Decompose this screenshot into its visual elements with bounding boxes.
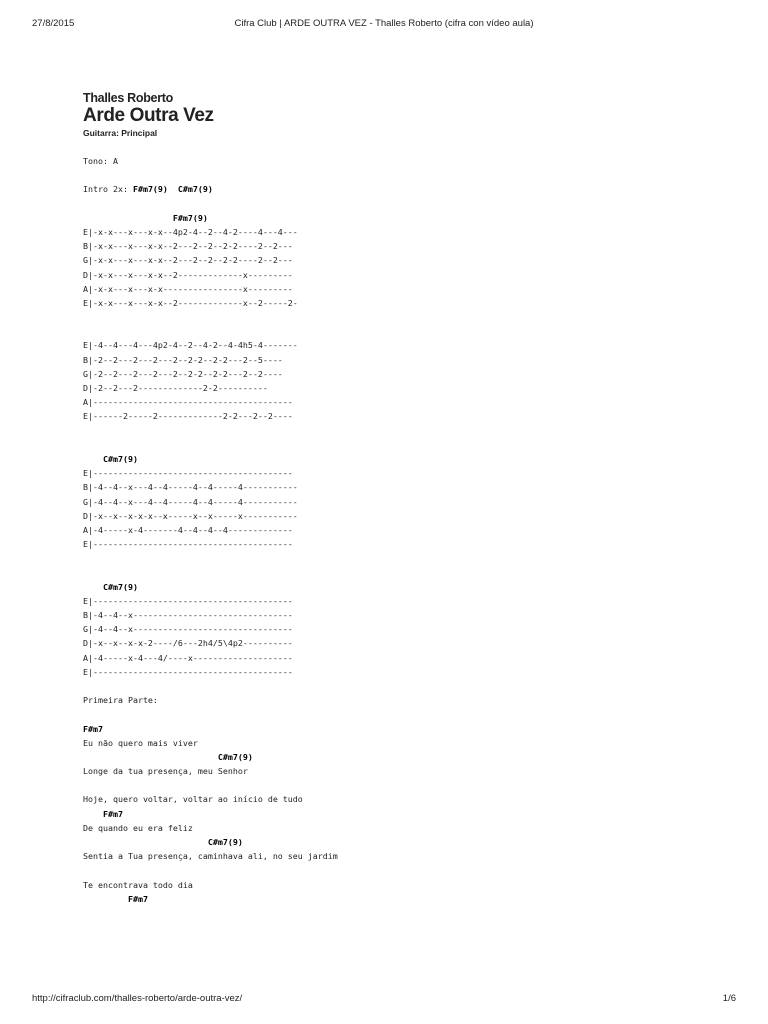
sheet-line [83, 480, 338, 494]
sheet-line [83, 509, 338, 523]
sheet-line [83, 736, 338, 750]
sheet-line [83, 154, 338, 168]
sheet-text: D|-x-x---x---x-x--2-------------x--------- [83, 269, 293, 280]
blank-line [83, 551, 338, 565]
sheet-text: Primeira Parte: [83, 695, 158, 706]
blank-line [83, 324, 338, 338]
sheet-text: E|---------------------------------------- [83, 595, 293, 606]
blank-line [83, 778, 338, 792]
sheet-text: B|-2--2---2---2---2--2-2--2-2---2--5---- [83, 354, 283, 365]
sheet-text [83, 752, 218, 762]
sheet-line [83, 211, 338, 225]
sheet-line [83, 523, 338, 537]
sheet-text: B|-4--4--x---4--4-----4--4-----4----------- [83, 482, 298, 493]
sheet-text [83, 894, 128, 904]
sheet-text: A|-4-----x-4---4/----x-------------------- [83, 652, 293, 663]
sheet-text: D|-2--2---2-------------2-2---------- [83, 383, 268, 393]
chord-name[interactable]: C#m7(9) [102, 581, 138, 592]
sheet-text: E|-x-x---x---x-x--2-------------x--2-----2- [83, 297, 298, 308]
blank-line [83, 197, 338, 211]
sheet-line [83, 338, 338, 352]
blank-line [83, 707, 338, 721]
sheet-text: G|-4--4--x---4--4-----4--4-----4----------- [83, 496, 298, 507]
artist-name[interactable]: Thalles Roberto [83, 91, 173, 105]
sheet-line [83, 239, 338, 253]
blank-line [83, 679, 338, 693]
sheet-line [83, 821, 338, 835]
sheet-text: E|---------------------------------------- [83, 468, 293, 479]
sheet-text: Eu não quero mais viver [83, 737, 198, 748]
sheet-text: Hoje, quero voltar, voltar ao início de tudo [83, 794, 303, 805]
blank-line [83, 168, 338, 182]
sheet-text: A|---------------------------------------- [83, 397, 293, 408]
sheet-line [83, 792, 338, 806]
sheet-line [83, 268, 338, 282]
sheet-line [83, 367, 338, 381]
sheet-text: G|-4--4--x-------------------------------- [83, 624, 293, 635]
sheet-text [83, 213, 173, 223]
blank-line [83, 438, 338, 452]
chord-name[interactable]: C#m7(9) [177, 184, 213, 195]
sheet-text: D|-x--x--x-x-x--x-----x--x-----x----------- [83, 510, 298, 521]
blank-line [83, 863, 338, 877]
print-page-title: Cifra Club | ARDE OUTRA VEZ - Thalles Roberto (cifra con vídeo aula) [234, 18, 534, 29]
sheet-line [83, 807, 338, 821]
sheet-text: E|-x-x---x---x-x--4p2-4--2--4-2----4---4--- [83, 226, 298, 237]
blank-line [83, 310, 338, 324]
sheet-text [83, 837, 208, 847]
song-title: Arde Outra Vez [83, 105, 214, 126]
sheet-text: Sentia a Tua presença, caminhava ali, no seu jardim [83, 851, 338, 862]
sheet-line [83, 253, 338, 267]
page-number: 1/6 [722, 993, 736, 1004]
sheet-text: E|------2-----2-------------2-2---2--2---- [83, 411, 293, 422]
chord-name[interactable]: C#m7(9) [207, 837, 243, 847]
sheet-text: Tono: A [83, 156, 118, 166]
sheet-text [83, 582, 103, 592]
sheet-line [83, 722, 338, 736]
sheet-line [83, 452, 338, 466]
sheet-line [83, 395, 338, 409]
sheet-text: B|-4--4--x-------------------------------- [83, 610, 293, 620]
sheet-line [83, 892, 338, 906]
sheet-text: E|---------------------------------------- [83, 539, 293, 550]
chord-name[interactable]: F#m7(9) [132, 184, 168, 195]
sheet-line [83, 651, 338, 665]
chord-sheet [83, 154, 338, 906]
chord-name[interactable]: F#m7 [83, 723, 103, 734]
sheet-line [83, 835, 338, 849]
sheet-text [83, 809, 103, 819]
sheet-line [83, 665, 338, 679]
sheet-text: G|-2--2---2---2---2--2-2--2-2---2--2---- [83, 368, 283, 379]
sheet-line [83, 466, 338, 480]
sheet-line [83, 296, 338, 310]
sheet-text: E|-4--4---4---4p2-4--2--4-2--4-4h5-4------- [83, 340, 298, 351]
sheet-line [83, 537, 338, 551]
chord-name[interactable]: C#m7(9) [217, 751, 253, 762]
sheet-line [83, 764, 338, 778]
sheet-line [83, 282, 338, 296]
instrument-part: Guitarra: Principal [83, 128, 158, 138]
chord-name[interactable]: C#m7(9) [102, 453, 138, 464]
chord-name[interactable]: F#m7 [127, 893, 148, 904]
sheet-text: Longe da tua presença, meu Senhor [83, 766, 248, 777]
sheet-line [83, 409, 338, 423]
blank-line [83, 565, 338, 579]
sheet-text [83, 454, 103, 464]
sheet-line [83, 750, 338, 764]
chord-name[interactable]: F#m7 [102, 808, 123, 819]
sheet-text: A|-x-x---x---x-x----------------x--------- [83, 283, 293, 294]
sheet-line [83, 580, 338, 594]
sheet-line [83, 353, 338, 367]
sheet-text: A|-4-----x-4-------4--4--4--4------------- [83, 524, 293, 535]
chord-name[interactable]: F#m7(9) [172, 212, 208, 223]
sheet-text: Intro 2x: [83, 184, 133, 195]
source-url: http://cifraclub.com/thalles-roberto/arde-outra-vez/ [32, 993, 243, 1004]
sheet-line [83, 636, 338, 650]
sheet-text: E|---------------------------------------- [83, 666, 293, 677]
sheet-line [83, 849, 338, 863]
print-date: 27/8/2015 [32, 18, 75, 29]
sheet-line [83, 225, 338, 239]
blank-line [83, 424, 338, 438]
sheet-text: De quando eu era feliz [83, 822, 193, 833]
sheet-line [83, 622, 338, 636]
sheet-text: B|-x-x---x---x-x--2---2--2--2-2----2--2--- [83, 241, 293, 252]
sheet-line [83, 495, 338, 509]
sheet-line [83, 182, 338, 196]
sheet-line [83, 608, 338, 622]
sheet-line [83, 878, 338, 892]
sheet-text [168, 184, 178, 194]
sheet-line [83, 693, 338, 707]
sheet-text: Te encontrava todo dia [83, 879, 193, 890]
sheet-line [83, 381, 338, 395]
sheet-text: D|-x--x--x-x-2----/6---2h4/5\4p2---------- [83, 638, 293, 649]
sheet-text: G|-x-x---x---x-x--2---2--2--2-2----2--2--- [83, 255, 293, 266]
sheet-line [83, 594, 338, 608]
